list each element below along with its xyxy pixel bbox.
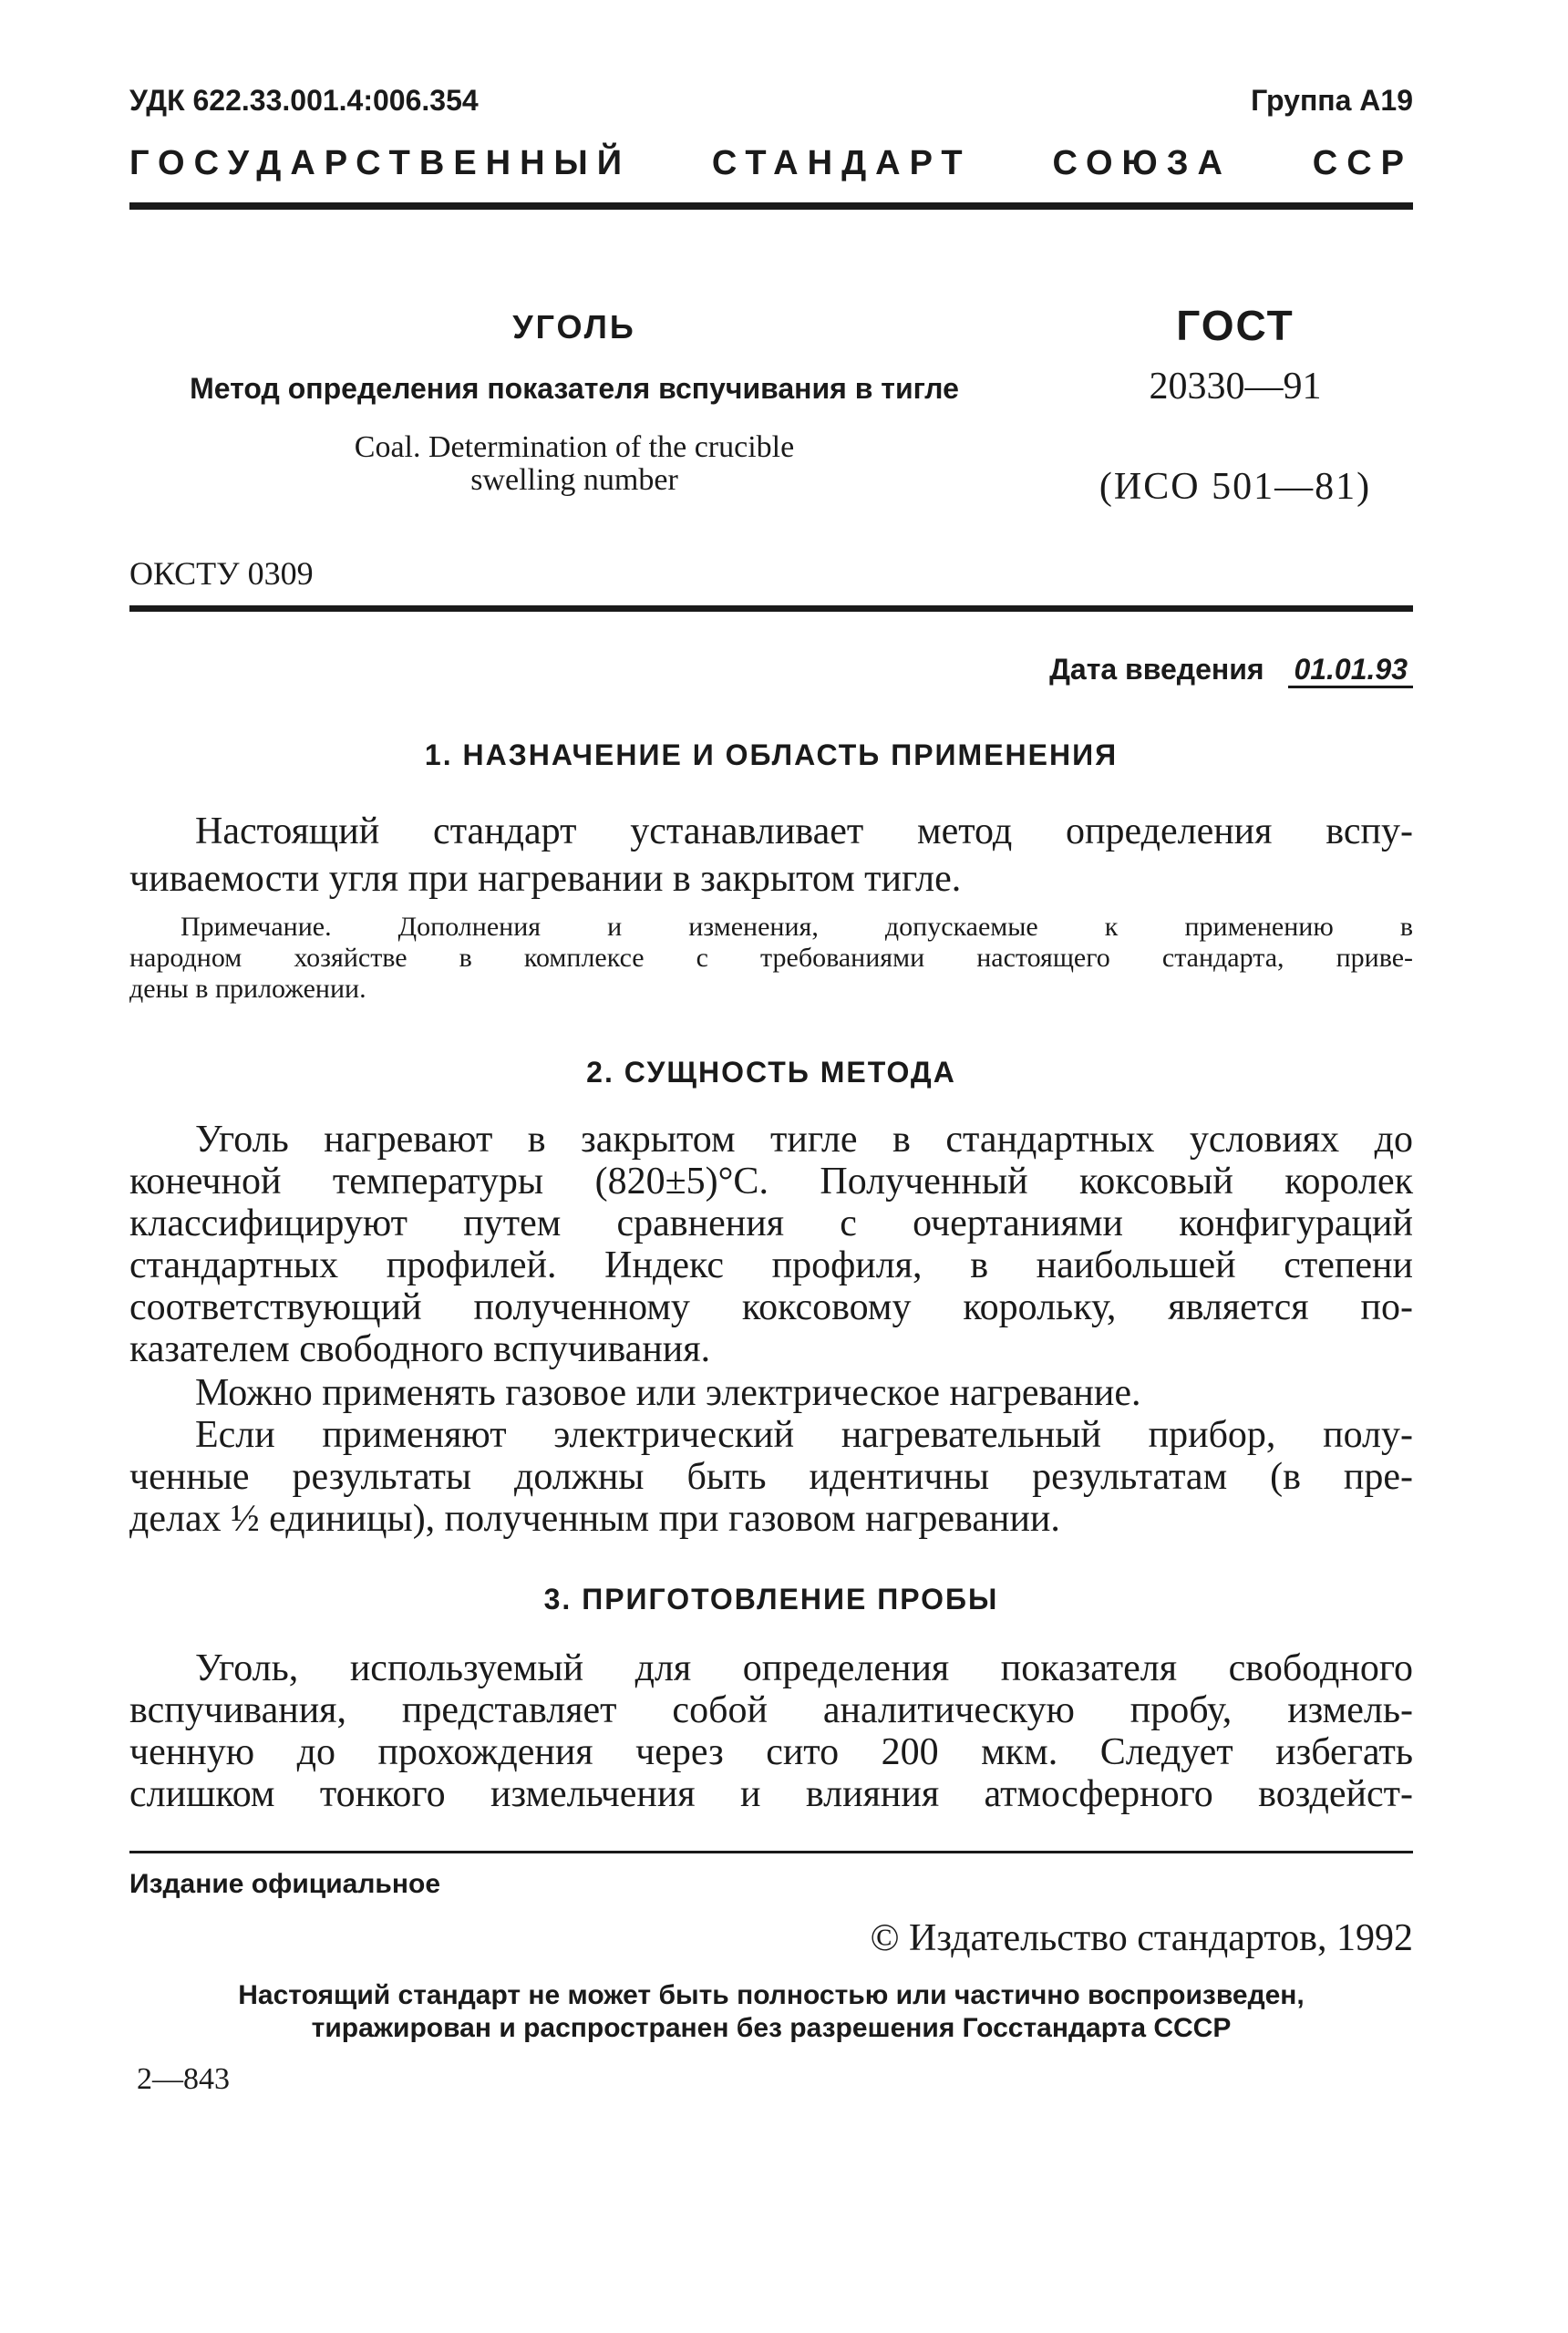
udk-code: УДК 622.33.001.4:006.354: [129, 84, 479, 117]
paragraph-line: конечной температуры (820±5)°С. Полученный коксовый королек: [129, 1161, 1413, 1203]
intro-date-value: 01.01.93: [1288, 653, 1413, 688]
state-standard-banner: ГОСУДАРСТВЕННЫЙ СТАНДАРТ СОЮЗА ССР: [129, 144, 1413, 182]
paragraph-line: классифицируют путем сравнения с очертаниями конфигураций: [129, 1203, 1413, 1244]
note-line: народном хозяйстве в комплексе с требованиями настоящего стандарта, приве-: [129, 943, 1413, 973]
page-code: 2—843: [137, 2062, 230, 2096]
section2-body: [129, 1118, 1413, 1555]
paragraph-line: слишком тонкого измельчения и влияния атмосферного воздейст-: [129, 1773, 1413, 1815]
notice-line2: тиражирован и распространен без разрешения Госстандарта СССР: [311, 2013, 1232, 2043]
paragraph-line: ченные результаты должны быть идентичны результатам (в пре-: [129, 1456, 1413, 1498]
paragraph-line: делах ½ единицы), полученным при газовом нагревании.: [129, 1498, 1060, 1540]
footer-rule: [129, 1851, 1413, 1853]
title-rule: [129, 605, 1413, 612]
gost-number: 20330—91: [1149, 366, 1322, 408]
gost-label: ГОСТ: [1176, 302, 1295, 349]
okstu-code: ОКСТУ 0309: [129, 555, 314, 592]
iso-reference: (ИСО 501—81): [1099, 466, 1372, 508]
section3-body: [129, 1647, 1413, 1829]
header-rule: [129, 202, 1413, 210]
paragraph-line: Если применяют электрический нагревательный прибор, полу-: [195, 1414, 1413, 1456]
notice-line1: Настоящий стандарт не может быть полностью или частично воспроизведен,: [238, 1980, 1305, 2010]
paragraph-line: стандартных профилей. Индекс профиля, в наибольшей степени: [129, 1244, 1413, 1286]
section1-body: [129, 810, 1413, 910]
paragraph-line: ченную до прохождения через сито 200 мкм. Следует избегать: [129, 1731, 1413, 1773]
note-line: Примечание. Дополнения и изменения, допускаемые к применению в: [181, 912, 1413, 942]
paragraph-line: Настоящий стандарт устанавливает метод определения вспу-: [195, 810, 1413, 852]
paragraph-line: соответствующий полученному коксовому корольку, является по-: [129, 1286, 1413, 1328]
paragraph-line: Уголь нагревают в закрытом тигле в стандартных условиях до: [195, 1119, 1413, 1161]
paragraph-line: Можно применять газовое или электрическое нагревание.: [195, 1372, 1141, 1414]
copyright-line: © Издательство стандартов, 1992: [870, 1917, 1413, 1959]
paragraph-line: чиваемости угля при нагревании в закрытом тигле.: [129, 858, 962, 900]
section3-heading: 3. ПРИГОТОВЛЕНИЕ ПРОБЫ: [543, 1583, 999, 1616]
paragraph-line: Уголь, используемый для определения показателя свободного: [195, 1647, 1413, 1689]
title-main: УГОЛЬ: [512, 308, 636, 346]
intro-date: [1049, 653, 1413, 686]
section1-heading: 1. НАЗНАЧЕНИЕ И ОБЛАСТЬ ПРИМЕНЕНИЯ: [424, 738, 1119, 771]
section1-note: [129, 912, 1413, 1012]
paragraph-line: вспучивания, представляет собой аналитическую пробу, измель-: [129, 1689, 1413, 1731]
title-subtitle-en-line2: swelling number: [470, 463, 678, 497]
intro-date-label: Дата введения: [1049, 653, 1264, 686]
group-code: Группа А19: [1251, 84, 1413, 117]
paragraph-line: казателем свободного вспучивания.: [129, 1328, 711, 1370]
note-line: дены в приложении.: [129, 974, 366, 1004]
title-subtitle-ru: Метод определения показателя вспучивания в тигле: [190, 372, 959, 405]
title-subtitle-en-line1: Coal. Determination of the crucible: [354, 430, 795, 464]
section2-heading: 2. СУЩНОСТЬ МЕТОДА: [586, 1056, 956, 1089]
edition-label: Издание официальное: [129, 1869, 441, 1899]
